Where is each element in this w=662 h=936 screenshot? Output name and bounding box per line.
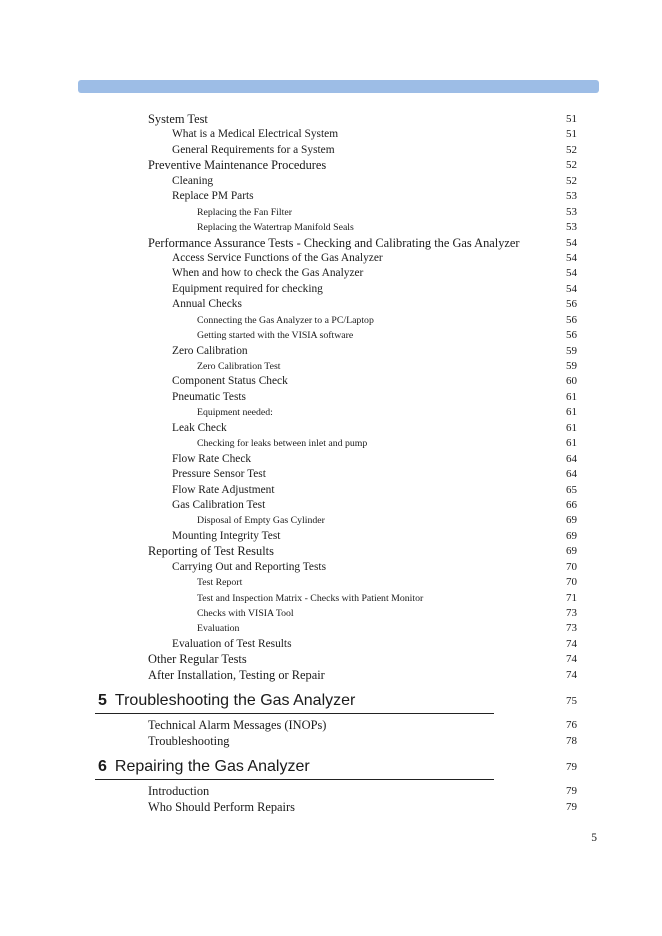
toc-entry-page: 52 <box>566 143 577 156</box>
toc-entry-page: 64 <box>566 452 577 465</box>
toc-entry-page: 56 <box>566 313 577 326</box>
toc-entry-page: 79 <box>566 800 577 813</box>
toc-entry-title: Connecting the Gas Analyzer to a PC/Laptop <box>197 314 374 326</box>
toc-entry[interactable] <box>0 313 662 328</box>
toc-entry[interactable] <box>0 452 662 467</box>
chapter-6-heading[interactable] <box>0 756 662 784</box>
toc-entry[interactable] <box>0 529 662 544</box>
toc-entry-title: Replacing the Fan Filter <box>197 206 292 218</box>
toc-entry-title: System Test <box>148 112 208 126</box>
toc-entry[interactable] <box>0 436 662 451</box>
toc-entry-page: 74 <box>566 637 577 650</box>
toc-entry-page: 54 <box>566 282 577 295</box>
toc-entry[interactable] <box>0 344 662 359</box>
toc-entry-title: Checking for leaks between inlet and pump <box>197 438 368 450</box>
toc-entry[interactable] <box>0 513 662 528</box>
chapter-5-heading[interactable] <box>0 690 662 718</box>
toc-entry-page: 54 <box>566 236 577 249</box>
toc-entry-page: 52 <box>566 174 577 187</box>
toc-entry[interactable] <box>0 127 662 142</box>
toc-entry[interactable] <box>0 483 662 498</box>
table-of-contents <box>0 112 662 815</box>
toc-section-chapter-6 <box>0 784 662 815</box>
toc-entry-title: Reporting of Test Results <box>148 544 274 559</box>
toc-entry-page: 61 <box>566 406 577 419</box>
toc-entry-title: Disposal of Empty Gas Cylinder <box>197 515 325 527</box>
toc-entry[interactable] <box>0 544 662 559</box>
toc-entry-title: Zero Calibration <box>172 344 248 357</box>
toc-entry-page: 54 <box>566 251 577 264</box>
toc-entry-title: Equipment needed: <box>197 407 273 419</box>
chapter-number: 6 <box>98 758 107 776</box>
toc-entry-title: Flow Rate Adjustment <box>172 483 275 496</box>
toc-entry-page: 59 <box>566 344 577 357</box>
toc-section-chapter-5 <box>0 718 662 749</box>
toc-entry-title: Test Report <box>197 577 243 589</box>
toc-entry-title: Preventive Maintenance Procedures <box>148 158 327 173</box>
toc-entry-title: Equipment required for checking <box>172 282 323 295</box>
toc-entry-title: General Requirements for a System <box>172 143 335 156</box>
toc-entry-page: 70 <box>566 560 577 573</box>
toc-entry-page: 65 <box>566 483 577 496</box>
toc-entry[interactable] <box>0 405 662 420</box>
toc-entry-page: 64 <box>566 468 577 481</box>
chapter-page: 79 <box>566 761 577 774</box>
toc-entry[interactable] <box>0 734 662 749</box>
toc-entry-title: Performance Assurance Tests - Checking and Calibrating the Gas Analyzer <box>148 235 520 250</box>
toc-entry[interactable] <box>0 297 662 312</box>
toc-entry-page: 53 <box>566 190 577 203</box>
toc-entry[interactable] <box>0 606 662 621</box>
toc-entry-title: Replace PM Parts <box>172 190 254 203</box>
header-bar <box>78 80 599 93</box>
toc-entry-page: 69 <box>566 529 577 542</box>
toc-entry[interactable] <box>0 621 662 636</box>
toc-entry[interactable] <box>0 637 662 652</box>
toc-entry[interactable] <box>0 652 662 667</box>
toc-entry-page: 59 <box>566 360 577 372</box>
toc-entry[interactable] <box>0 467 662 482</box>
toc-entry[interactable] <box>0 266 662 281</box>
toc-entry-title: Evaluation <box>197 623 240 635</box>
toc-entry-page: 73 <box>566 607 577 619</box>
toc-entry-title: Zero Calibration Test <box>197 361 281 372</box>
toc-entry-title: What is a Medical Electrical System <box>172 128 339 141</box>
toc-entry-title: Checks with VISIA Tool <box>197 608 294 619</box>
toc-entry-title: Technical Alarm Messages (INOPs) <box>148 718 327 733</box>
toc-entry[interactable] <box>0 374 662 389</box>
toc-entry-title: Flow Rate Check <box>172 452 252 465</box>
toc-entry-page: 74 <box>566 653 577 666</box>
toc-entry-page: 53 <box>566 205 577 218</box>
toc-entry[interactable] <box>0 591 662 606</box>
toc-entry-page: 61 <box>566 390 577 403</box>
toc-entry[interactable] <box>0 236 662 251</box>
page-number: 5 <box>591 832 597 844</box>
toc-entry-title: When and how to check the Gas Analyzer <box>172 267 364 280</box>
toc-entry-page: 76 <box>566 719 577 732</box>
toc-entry[interactable] <box>0 359 662 374</box>
toc-entry[interactable] <box>0 784 662 799</box>
toc-entry-page: 78 <box>566 734 577 747</box>
toc-entry-title: Getting started with the VISIA software <box>197 330 354 342</box>
toc-entry-title: Pressure Sensor Test <box>172 468 266 481</box>
toc-entry[interactable] <box>0 189 662 204</box>
toc-entry-title: Troubleshooting <box>148 733 230 748</box>
toc-entry[interactable] <box>0 718 662 733</box>
toc-entry-page: 54 <box>566 267 577 280</box>
toc-entry-title: Access Service Functions of the Gas Analyzer <box>172 251 383 264</box>
toc-entry-title: Replacing the Watertrap Manifold Seals <box>197 222 354 234</box>
toc-entry-title: Cleaning <box>172 174 214 187</box>
toc-entry-page: 52 <box>566 159 577 172</box>
toc-entry[interactable] <box>0 668 662 683</box>
chapter-title: Troubleshooting the Gas Analyzer <box>114 692 356 710</box>
toc-entry-page: 51 <box>566 128 577 141</box>
toc-entry-page: 73 <box>566 622 577 635</box>
toc-entry[interactable] <box>0 251 662 266</box>
toc-entry-title: Leak Check <box>172 421 227 434</box>
toc-entry-page: 70 <box>566 576 577 589</box>
chapter-page: 75 <box>566 695 577 708</box>
toc-entry-title: Introduction <box>148 784 210 799</box>
toc-entry-title: After Installation, Testing or Repair <box>148 667 325 682</box>
toc-entry-page: 60 <box>566 375 577 388</box>
toc-entry-title: Component Status Check <box>172 375 288 388</box>
toc-entry-title: Other Regular Tests <box>148 652 247 667</box>
toc-entry-title: Gas Calibration Test <box>172 498 266 511</box>
toc-entry[interactable] <box>0 174 662 189</box>
toc-entry-title: Test and Inspection Matrix - Checks with Patient Monitor <box>197 592 424 604</box>
toc-entry-title: Mounting Integrity Test <box>172 529 281 542</box>
toc-entry[interactable] <box>0 390 662 405</box>
toc-entry[interactable] <box>0 205 662 220</box>
toc-entry-page: 71 <box>566 591 577 604</box>
chapter-divider <box>95 713 494 714</box>
toc-entry[interactable] <box>0 421 662 436</box>
toc-entry-page: 69 <box>566 514 577 527</box>
toc-section-chapter-4 <box>0 112 662 683</box>
toc-entry[interactable] <box>0 282 662 297</box>
toc-entry-page: 51 <box>566 113 577 125</box>
toc-entry-title: Pneumatic Tests <box>172 390 246 403</box>
toc-entry-page: 69 <box>566 545 577 558</box>
toc-entry[interactable] <box>0 800 662 815</box>
toc-entry[interactable] <box>0 143 662 158</box>
chapter-divider <box>95 779 494 780</box>
chapter-number: 5 <box>98 692 107 710</box>
toc-entry-title: Who Should Perform Repairs <box>148 799 295 814</box>
toc-entry[interactable] <box>0 575 662 590</box>
toc-entry-page: 61 <box>566 421 577 434</box>
toc-entry-title: Evaluation of Test Results <box>172 637 292 650</box>
toc-entry[interactable] <box>0 158 662 173</box>
toc-entry[interactable] <box>0 328 662 343</box>
toc-entry-page: 53 <box>566 221 577 234</box>
toc-entry[interactable] <box>0 220 662 235</box>
toc-entry-page: 74 <box>566 668 577 681</box>
toc-entry[interactable] <box>0 560 662 575</box>
toc-entry[interactable] <box>0 112 662 127</box>
toc-entry[interactable] <box>0 498 662 513</box>
toc-entry-page: 66 <box>566 498 577 511</box>
toc-entry-page: 79 <box>566 785 577 798</box>
toc-entry-page: 61 <box>566 437 577 450</box>
toc-entry-page: 56 <box>566 329 577 342</box>
toc-entry-page: 56 <box>566 298 577 311</box>
chapter-title: Repairing the Gas Analyzer <box>114 758 310 776</box>
toc-entry-title: Annual Checks <box>172 298 242 311</box>
toc-entry-title: Carrying Out and Reporting Tests <box>172 560 327 573</box>
